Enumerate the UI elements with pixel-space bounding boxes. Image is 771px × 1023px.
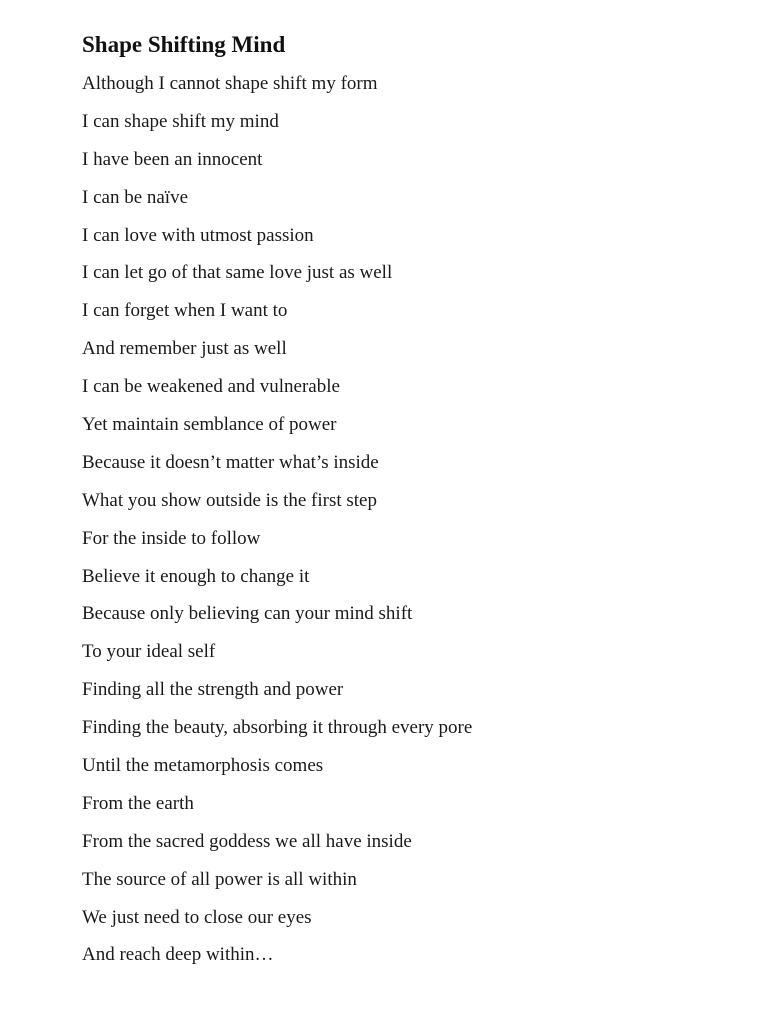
poem-line: I can forget when I want to bbox=[82, 300, 288, 322]
poem-line: For the inside to follow bbox=[82, 527, 261, 549]
poem-line: And reach deep within… bbox=[82, 944, 274, 966]
poem-line: I can let go of that same love just as well bbox=[82, 262, 393, 284]
poem-line: Finding the beauty, absorbing it through every pore bbox=[82, 717, 473, 739]
poem-lines bbox=[82, 70, 472, 979]
poem-line: I can be weakened and vulnerable bbox=[82, 376, 340, 398]
poem-line: The source of all power is all within bbox=[82, 868, 357, 890]
poem-line: From the earth bbox=[82, 792, 194, 814]
poem-line: Believe it enough to change it bbox=[82, 565, 310, 587]
poem-line: Until the metamorphosis comes bbox=[82, 755, 324, 777]
poem-line: Because it doesn’t matter what’s inside bbox=[82, 451, 379, 473]
poem-line: Although I cannot shape shift my form bbox=[82, 73, 378, 94]
poem-line: To your ideal self bbox=[82, 641, 216, 663]
poem-line: I can love with utmost passion bbox=[82, 224, 314, 246]
poem-line: We just need to close our eyes bbox=[82, 906, 312, 928]
poem-line: I have been an innocent bbox=[82, 148, 263, 170]
poem-line: Finding all the strength and power bbox=[82, 679, 344, 701]
document-page bbox=[82, 30, 722, 966]
poem-line: And remember just as well bbox=[82, 338, 287, 360]
poem-line: Yet maintain semblance of power bbox=[82, 414, 337, 436]
poem-line: Because only believing can your mind shift bbox=[82, 603, 413, 625]
poem-line: I can shape shift my mind bbox=[82, 110, 279, 132]
poem-line: What you show outside is the first step bbox=[82, 489, 377, 511]
poem-title: Shape Shifting Mind bbox=[82, 32, 286, 57]
poem-line: From the sacred goddess we all have inside bbox=[82, 830, 412, 852]
poem-line: I can be naïve bbox=[82, 186, 189, 208]
